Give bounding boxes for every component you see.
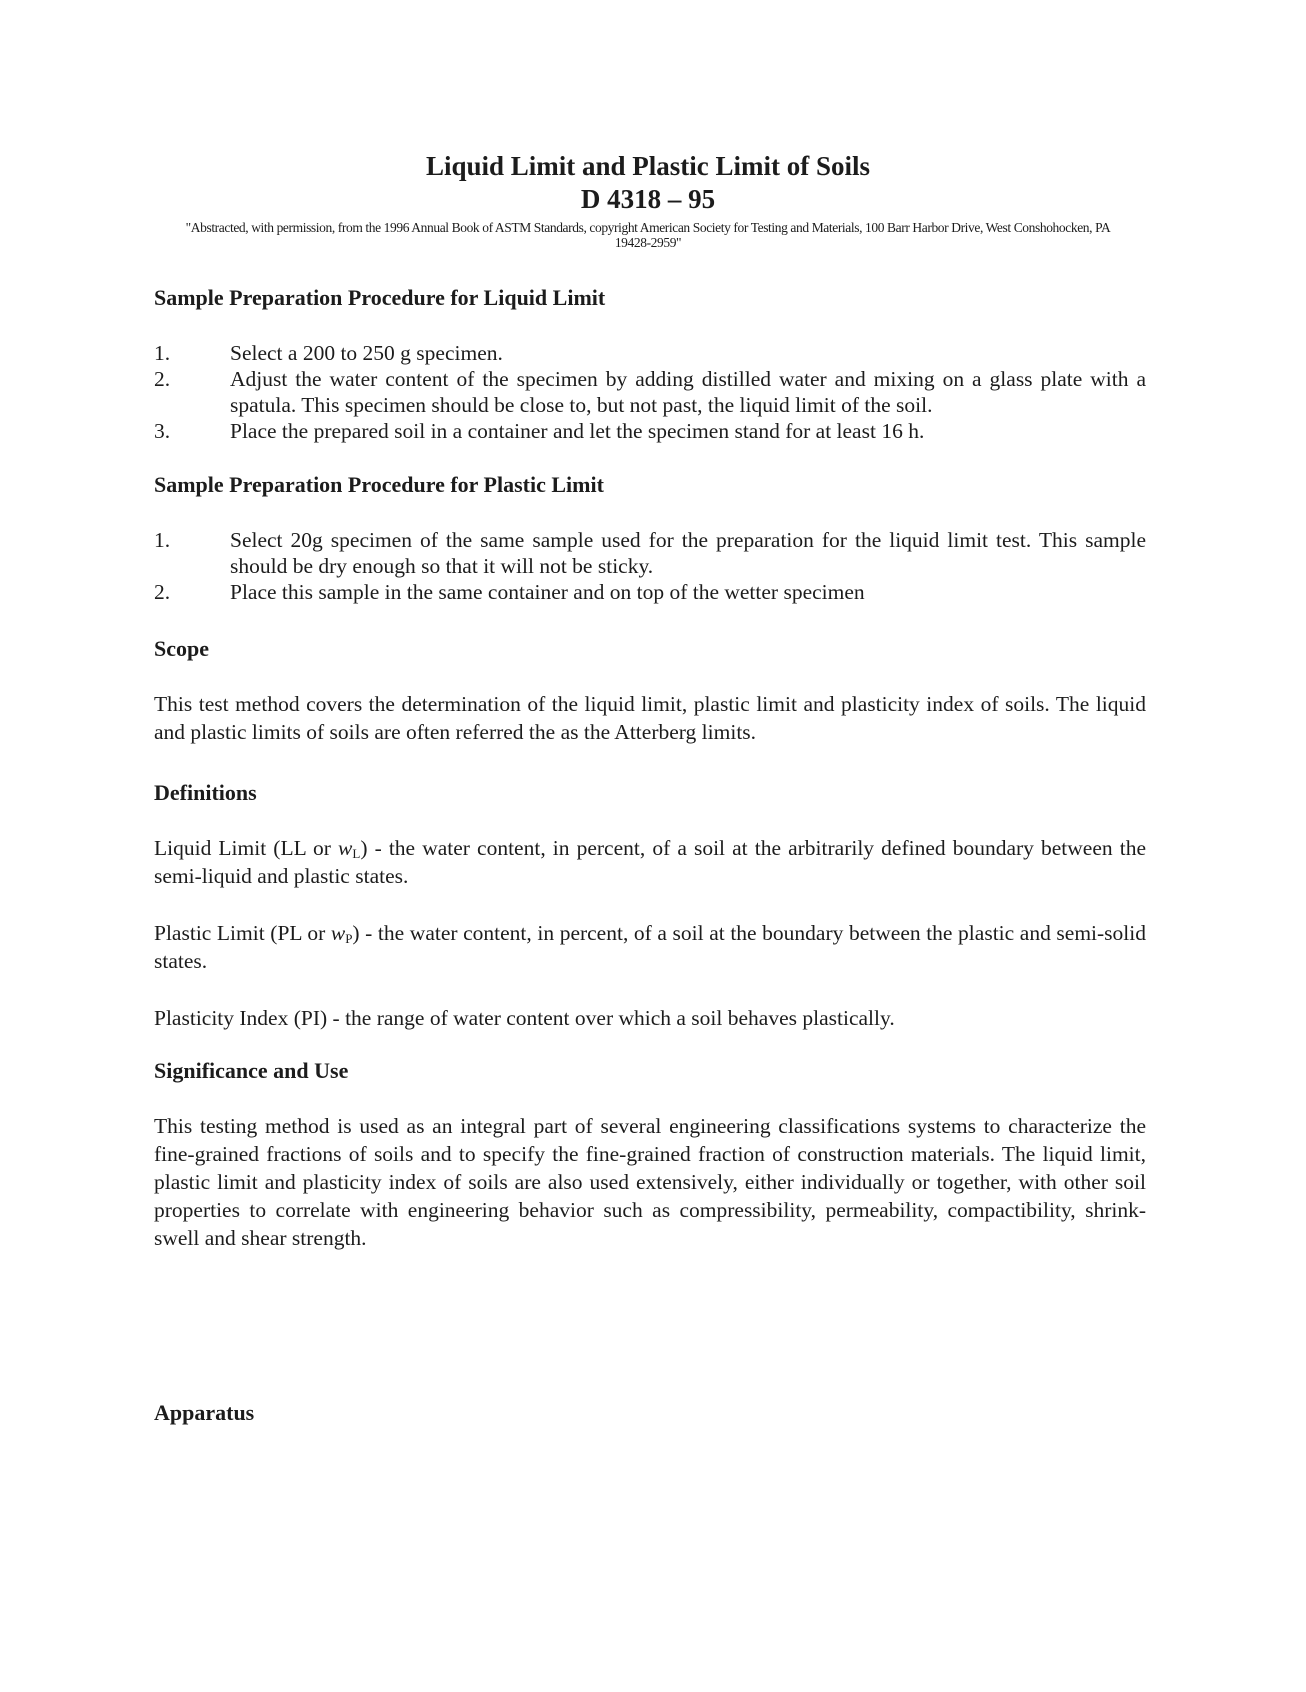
definition-plastic-limit <box>154 919 1146 975</box>
symbol-w: w <box>338 836 353 860</box>
symbol-subscript: P <box>345 931 353 946</box>
symbol-subscript: L <box>352 846 361 861</box>
list-item-number: 2. <box>154 367 171 391</box>
definition-lead: Plastic Limit (PL or <box>154 921 331 945</box>
liquid-limit-prep-list <box>154 340 1146 444</box>
heading-significance: Significance and Use <box>154 1058 349 1083</box>
definition-text: ) - the water content, in percent, of a soil at the arbitrarily defined boundary between the semi-liquid and plastic states. <box>154 836 1146 888</box>
list-item <box>154 579 1146 605</box>
list-item-text: Adjust the water content of the specimen by adding distilled water and mixing on a glass plate with a spatula. This specimen should be close to, but not past, the liquid limit of the soil. <box>230 367 1146 417</box>
definition-text: ) - the water content, in percent, of a soil at the boundary between the plastic and semi-solid states. <box>154 921 1146 973</box>
list-item <box>154 340 1146 366</box>
heading-definitions: Definitions <box>154 780 257 805</box>
citation-note: "Abstracted, with permission, from the 1996 Annual Book of ASTM Standards, copyright American Society for Testing and Materials, 100 Barr Harbor Drive, West Conshohocken, PA 19428-2959" <box>185 220 1111 250</box>
scope-paragraph: This test method covers the determination of the liquid limit, plastic limit and plasticity index of soils. The liquid and plastic limits of soils are often referred the as the Atterberg limits. <box>154 692 1146 744</box>
standard-number: D 4318 – 95 <box>580 184 716 214</box>
heading-apparatus: Apparatus <box>154 1400 255 1425</box>
definition-lead: Liquid Limit (LL or <box>154 836 339 860</box>
list-item-text: Select 20g specimen of the same sample used for the preparation for the liquid limit test. This sample should be dry enough so that it will not be sticky. <box>230 528 1146 578</box>
list-item-number: 1. <box>154 528 171 552</box>
list-item <box>154 418 1146 444</box>
definition-liquid-limit <box>154 834 1146 890</box>
list-item <box>154 527 1146 579</box>
significance-paragraph: This testing method is used as an integral part of several engineering classifications systems to characterize the fine-grained fractions of soils and to specify the fine-grained fraction of construction materials. The liquid limit, plastic limit and plasticity index of soils are also used extensively, either individually or together, with other soil properties to correlate with engineering behavior such as compressibility, permeability, compactibility, shrink-swell and shear strength. <box>154 1114 1146 1250</box>
list-item-text: Place this sample in the same container and on top of the wetter specimen <box>230 580 865 604</box>
symbol-w: w <box>330 921 346 945</box>
list-item <box>154 366 1146 418</box>
document-header <box>150 150 1146 250</box>
list-item-number: 2. <box>154 580 171 604</box>
page-title: Liquid Limit and Plastic Limit of Soils <box>425 151 871 181</box>
list-item-text: Place the prepared soil in a container and let the specimen stand for at least 16 h. <box>230 419 925 443</box>
plastic-limit-prep-list <box>154 527 1146 605</box>
heading-scope: Scope <box>154 636 209 661</box>
list-item-text: Select a 200 to 250 g specimen. <box>230 341 503 365</box>
definition-plasticity-index: Plasticity Index (PI) - the range of water content over which a soil behaves plastically. <box>154 1006 895 1030</box>
list-item-number: 1. <box>154 341 171 365</box>
heading-plastic-limit-prep: Sample Preparation Procedure for Plastic Limit <box>154 472 604 497</box>
list-item-number: 3. <box>154 419 171 443</box>
heading-liquid-limit-prep: Sample Preparation Procedure for Liquid Limit <box>154 285 606 310</box>
